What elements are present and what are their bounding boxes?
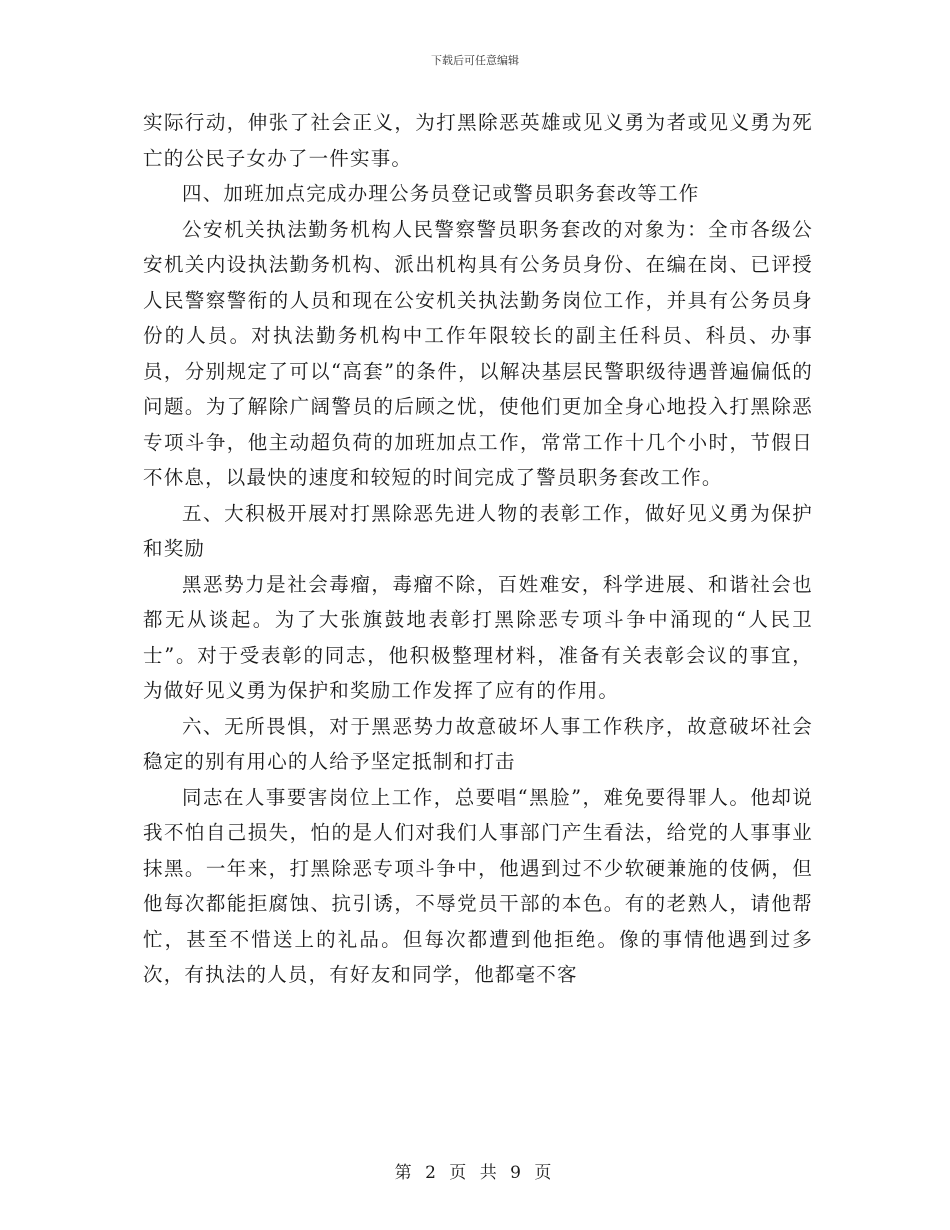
paragraph: 实际行动，伸张了社会正义，为打黑除恶英雄或见义勇为者或见义勇为死亡的公民子女办了一件实事。 [143, 111, 813, 170]
page-number: 第 2 页 共 9 页 [394, 1163, 556, 1183]
section-heading-5: 五、大积极开展对打黑除恶先进人物的表彰工作，做好见义勇为保护和奖励 [143, 501, 813, 560]
paragraph: 黑恶势力是社会毒瘤，毒瘤不除，百姓难安，科学进展、和谐社会也都无从谈起。为了大张旗鼓地表彰打黑除恶专项斗争中涌现的“人民卫士”。对于受表彰的同志，他积极整理材料，准备有关表彰会议的事宜，为做好见义勇为保护和奖励工作发挥了应有的作用。 [143, 572, 813, 702]
paragraph: 公安机关执法勤务机构人民警察警员职务套改的对象为：全市各级公安机关内设执法勤务机构、派出机构具有公务员身份、在编在岗、已评授人民警察警衔的人员和现在公安机关执法勤务岗位工作，并具有公务员身份的人员。对执法勤务机构中工作年限较长的副主任科员、科员、办事员，分别规定了可以“高套”的条件，以解决基层民警职级待遇普遍偏低的问题。为了解除广阔警员的后顾之忧，使他们更加全身心地投入打黑除恶专项斗争，他主动超负荷的加班加点工作，常常工作十几个小时，节假日不休息，以最快的速度和较短的时间完成了警员职务套改工作。 [143, 217, 813, 489]
section-heading-6: 六、无所畏惧，对于黑恶势力故意破坏人事工作秩序，故意破坏社会稳定的别有用心的人给予坚定抵制和打击 [143, 714, 813, 773]
section-heading-4: 四、加班加点完成办理公务员登记或警员职务套改等工作 [182, 182, 700, 205]
paragraph: 同志在人事要害岗位上工作，总要唱“黑脸”，难免要得罪人。他却说我不怕自己损失，怕的是人们对我们人事部门产生看法，给党的人事事业抹黑。一年来，打黑除恶专项斗争中，他遇到过不少软硬兼施的伎俩，但他每次都能拒腐蚀、抗引诱，不辱党员干部的本色。有的老熟人，请他帮忙，甚至不惜送上的礼品。但每次都遭到他拒绝。像的事情他遇到过多次，有执法的人员，有好友和同学，他都毫不客 [143, 785, 813, 986]
document-body [143, 105, 813, 993]
page-header-note: 下载后可任意编辑 [431, 54, 519, 67]
